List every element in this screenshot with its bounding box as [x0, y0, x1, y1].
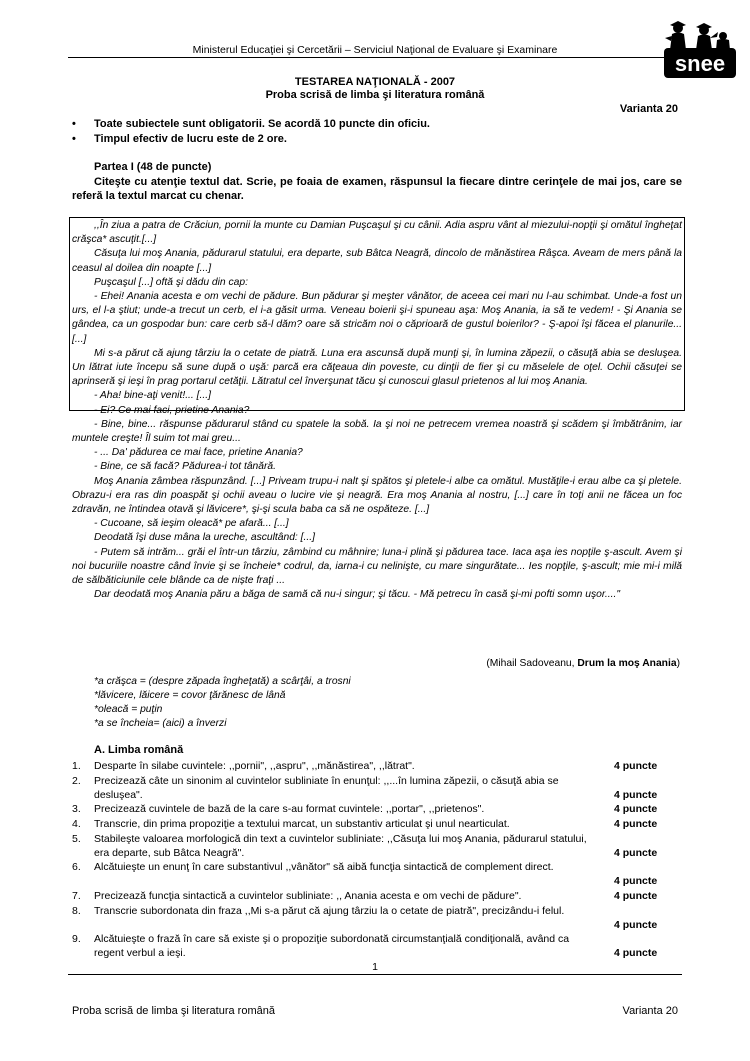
section-a-title: A. Limba română [94, 744, 184, 756]
source-work: Drum la moş Anania [577, 658, 677, 669]
variant-label: Varianta 20 [619, 103, 678, 115]
passage-paragraph: Puşcaşul [...] oftă şi dădu din cap: [94, 276, 248, 288]
passage-paragraph: - Putem să intrăm... grăi el într-un târziu, zâmbind cu mâhnire; luna-i plină şi pădurea tace. Iaca aşa ies nopţile ş-ascult. Avem şi noi bucuriile noastre când învie şi se încheie* codrul, da, iarna-i cu nelinişte, cu mare singurătate... Ies nopţile, ş-ascult; mie mi-i milă de sălbăticiunile cele blânde ca de niște fraţi ... [72, 546, 682, 587]
passage-paragraph: - Cucoane, să ieşim oleacă* pe afară... [...] [94, 518, 289, 530]
footer-divider [68, 974, 682, 975]
footer-right: Varianta 20 [622, 1005, 678, 1017]
passage-paragraph: - Bine, ce să facă? Pădurea-i tot tânără. [94, 461, 277, 473]
passage-paragraph: - Ei? Ce mai faci, prietine Anania? [94, 404, 250, 416]
part-instructions: Citeşte cu atenţie textul dat. Scrie, pe foaia de examen, răspunsul la fiecare dintre cerinţele de mai jos, care se referă la textul marcat cu chenar. [72, 176, 682, 202]
passage-paragraph: ,,În ziua a patra de Crăciun, pornii la munte cu Damian Puşcaşul şi cu cânii. Adia aspru vânt al miezului-nopţii şi omătul îngheţat crăşca* ascuţit.[...] [72, 220, 682, 246]
glossary-item: *a se încheia= (aici) a înverzi [94, 718, 227, 729]
passage-paragraph: - Bine, bine... răspunse pădurarul stând cu spatele la sobă. Ia şi noi ne petrecem vremea noastră şi scădem şi îmbătrânim, iar muntele creşte! Îl suim tot mai greu... [72, 418, 682, 445]
part-title: Partea I (48 de puncte) [94, 161, 212, 173]
header-ministry: Ministerul Educaţiei şi Cercetării – Serviciul Naţional de Evaluare şi Examinare [192, 44, 558, 56]
header-divider [68, 57, 682, 58]
passage-paragraph: Căsuţa lui moş Anania, pădurarul statului, era departe, sub Bâtca Neagră, dincolo de mănăstirea Râşca. Aveam de mers până la ceasul al doilea din noapte [...] [72, 248, 682, 274]
passage-paragraph: - ... Da' pădurea ce mai face, prietine Anania? [94, 447, 303, 459]
passage-paragraph: Moş Anania zâmbea răspunzând. [...] Priveam trupu-i nalt şi spătos şi pletele-i albe ca omătul. Mustăţile-i erau albe ca şi pletele. Obrazu-i era ras din poaspăt şi ochii aveau o lucire vie şi neagră. Era moş Anania al nostru, [...] care în toţi anii ne făcea un foc zdravăn, ne întindea otavă şi lăvicere*, şi-şi scula baba ca să ne ospăteze. [...] [72, 475, 682, 516]
page-number: 1 [372, 961, 378, 973]
glossary-item: *oleacă = puţin [94, 704, 163, 715]
glossary-item: *lăvicere, lăicere = covor ţărănesc de lână [94, 690, 286, 701]
source-citation: (Mihail Sadoveanu, Drum la moş Anania) [486, 658, 680, 669]
glossary-item: *a crăşca = (despre zăpada îngheţată) a scârţâi, a trosni [94, 676, 351, 687]
logo-text: snee [674, 51, 726, 76]
literary-passage [72, 219, 682, 602]
snee-logo [660, 18, 738, 80]
exam-title: TESTAREA NAŢIONALĂ - 2007 [294, 76, 456, 88]
bullet-icon: • [72, 133, 76, 145]
bullet-icon: • [72, 118, 76, 130]
passage-paragraph: Mi s-a părut că ajung târziu la o cetate de piatră. Luna era ascunsă după munţi şi, în lumina zăpezii, o căsuţă abia se desluşea. Un lătrat iute începu să sune după o uşă: parcă era căţeaua din poveste, cu dinţii de fier şi cu măselele de oţel. Ochii căsuţei se aprinseră şi ieşi în prag portarul cetăţii. Lătratul cel înverşunat tăcu şi cunoscui glasul prietenos al lui moş Anania. [72, 347, 682, 388]
passage-paragraph: - Ehei! Anania acesta e om vechi de pădure. Bun pădurar şi meşter vânător, de aceea cei mari nu l-au schimbat. Unde-a fost un urs, el l-a ştiut; unde-a trecut un cerb, el i-a găsit urma. Veneau boierii şi-i spuneau aşa: Moş Anania, ia să te vedem! - Şi Anania se gândea, ca un gospodar bun: care cerb să-l dăm? oare să stricăm noi o căprioară de gustul boierilor? - Ş-apoi îşi făcea el planurile... [...] [72, 291, 682, 345]
footer-left: Proba scrisă de limba şi literatura română [72, 1005, 275, 1017]
passage-paragraph: - Aha! bine-aţi venit!... [...] [94, 390, 211, 402]
passage-paragraph: Dar deodată moş Anania păru a băga de samă că nu-i singur; şi tăcu. - Mă petrecu în casă şi-mi pofti somn uşor...." [94, 589, 621, 601]
exam-subtitle: Proba scrisă de limba şi literatura română [265, 89, 485, 101]
passage-paragraph: Deodată îşi duse mâna la ureche, ascultând: [...] [94, 532, 315, 544]
